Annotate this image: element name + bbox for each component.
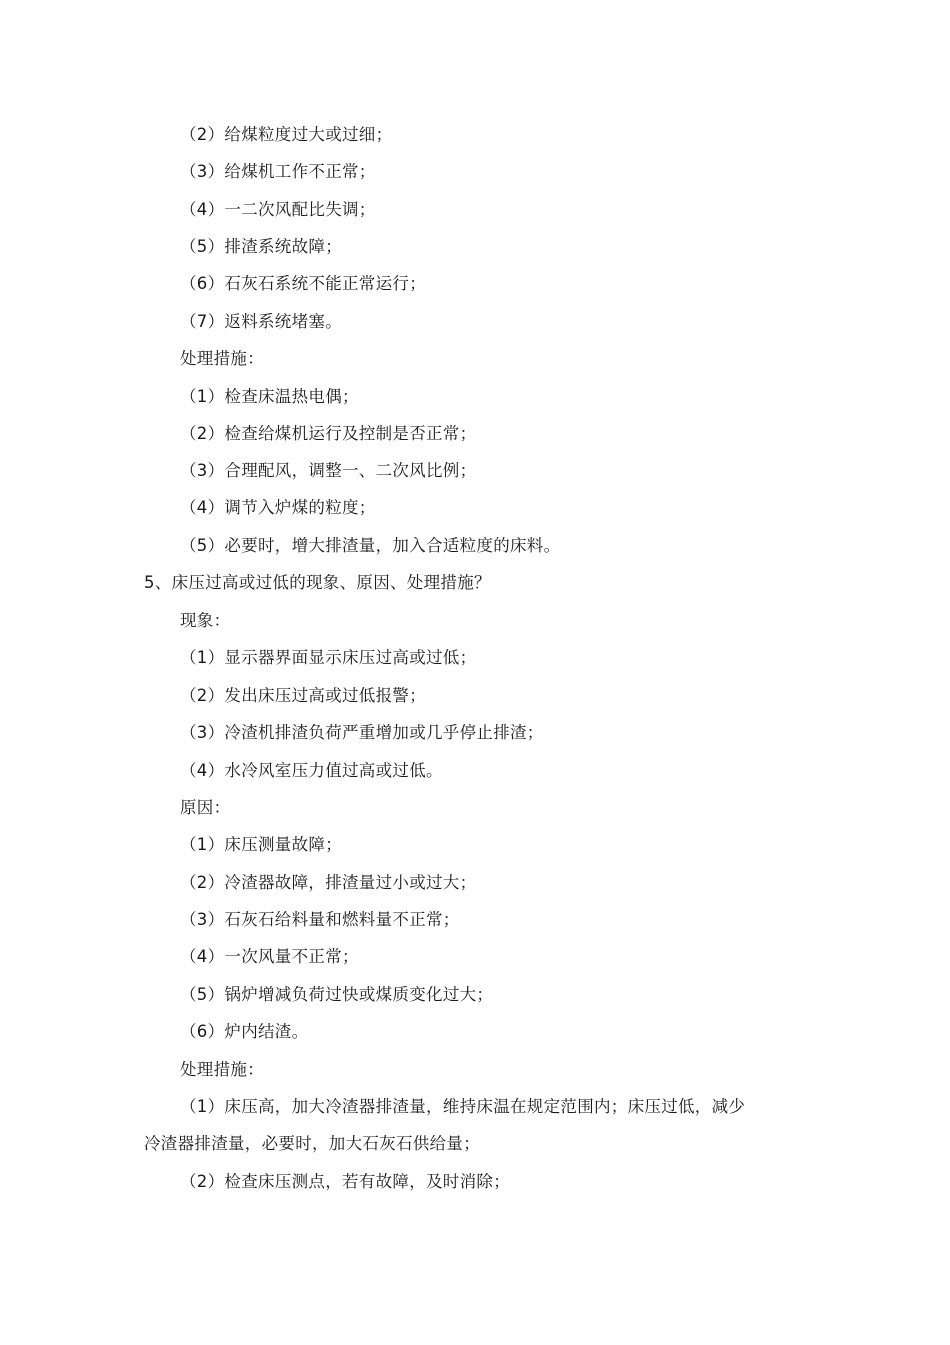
text-line: （4）一次风量不正常；: [180, 947, 359, 966]
text-line: （4）水冷风室压力值过高或过低。: [180, 761, 443, 780]
text-line: （6）石灰石系统不能正常运行；: [180, 274, 426, 293]
section-heading: 原因：: [180, 798, 231, 817]
text-line: （3）冷渣机排渣负荷严重增加或几乎停止排渣；: [180, 723, 544, 742]
text-line: （5）必要时，增大排渣量，加入合适粒度的床料。: [180, 536, 561, 555]
text-line: （2）冷渣器故障，排渣量过小或过大；: [180, 873, 477, 892]
text-line: （3）给煤机工作不正常；: [180, 162, 376, 181]
text-line: （2）检查床压测点，若有故障，及时消除；: [180, 1172, 510, 1191]
section-heading: 现象：: [180, 611, 231, 630]
text-line: （7）返料系统堵塞。: [180, 312, 342, 331]
text-line: （1）检查床温热电偶；: [180, 387, 359, 406]
question-heading: 5、床压过高或过低的现象、原因、处理措施？: [144, 573, 491, 592]
text-line: （2）检查给煤机运行及控制是否正常；: [180, 424, 477, 443]
text-line: （3）合理配风，调整一、二次风比例；: [180, 461, 477, 480]
text-line: （1）床压测量故障；: [180, 835, 342, 854]
text-line: （1）显示器界面显示床压过高或过低；: [180, 648, 477, 667]
section-heading: 处理措施：: [180, 1060, 264, 1079]
text-line: （2）给煤粒度过大或过细；: [180, 125, 393, 144]
text-line-continuation: 冷渣器排渣量，必要时，加大石灰石供给量；: [144, 1134, 480, 1153]
text-line: （2）发出床压过高或过低报警；: [180, 686, 426, 705]
text-line: （5）排渣系统故障；: [180, 237, 342, 256]
text-line: （3）石灰石给料量和燃料量不正常；: [180, 910, 460, 929]
text-line: （5）锅炉增减负荷过快或煤质变化过大；: [180, 985, 494, 1004]
section-heading: 处理措施：: [180, 349, 264, 368]
text-line: （4）调节入炉煤的粒度；: [180, 498, 376, 517]
text-line: （6）炉内结渣。: [180, 1022, 309, 1041]
text-line: （1）床压高，加大冷渣器排渣量，维持床温在规定范围内；床压过低，减少: [180, 1097, 746, 1116]
text-line: （4）一二次风配比失调；: [180, 200, 376, 219]
